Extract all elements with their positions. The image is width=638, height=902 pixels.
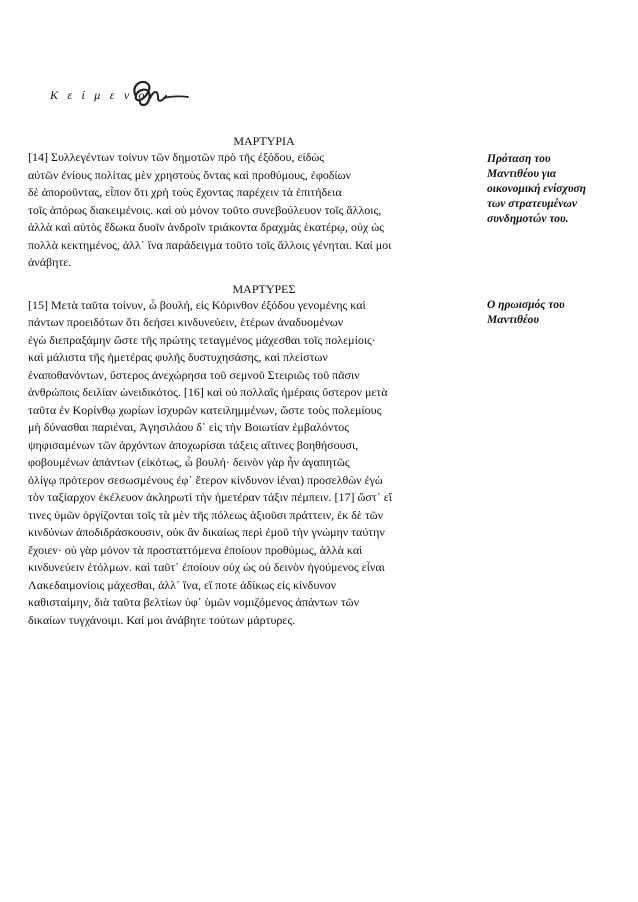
text-line: ἀλλὰ καὶ αὐτὸς ἔδωκα δυοῖν ἀνδροῖν τριάκοντα δραχμὰς ἑκατέρῳ, οὐχ ὡς — [28, 220, 384, 234]
text-line: κινδυνεύειν ἐτόλμων. καὶ ταῦτ᾽ ἐποίουν οὐχ ὡς οὐ δεινὸν ἡγούμενος εἶναι — [28, 560, 385, 574]
text-line: αὐτῶν ἐνίους πολίτας μὲν χρηστοὺς ὄντας καὶ προθύμους, ἐφοδίων — [28, 167, 351, 182]
text-line: κινδύνων ἀποδιδράσκουσιν, οὐκ ἂν δικαίως περὶ ἐμοῦ τὴν γνώμην ταύτην — [28, 525, 385, 539]
note-line: Μαντιθέου για — [487, 168, 557, 180]
margin-note-heroism — [487, 298, 617, 328]
text-line: πάντων προειδότων ὅτι δεήσει κινδυνεύειν, ἑτέρων ἀναδυομένων — [28, 315, 344, 329]
text-line: ἀνάβητε. — [28, 255, 72, 269]
note-line: συνδημοτών του. — [487, 213, 569, 225]
margin-note-proposal — [487, 152, 617, 227]
text-line: τινες ὑμῶν ὀργίζονται τοῖς τὰ μὲν τῆς πόλεως ἀξιοῦσι πράττειν, ἐκ δὲ τῶν — [28, 507, 384, 522]
text-line: [15] Μετὰ ταῦτα τοίνυν, ὦ βουλή, εἰς Κόρινθον ἐξόδου γενομένης καὶ — [28, 297, 366, 312]
text-line: [14] Συλλεγέντων τοίνυν τῶν δημοτῶν πρὸ τῆς ἐξόδου, εἰδὼς — [28, 150, 325, 164]
text-line: ἔχοιεν· οὐ γὰρ μόνον τὰ προσταττόμενα ἐποίουν προθύμως, ἀλλὰ καὶ — [28, 542, 363, 557]
text-line: τοῖς ἀπόρως διακειμένοις. καὶ οὐ μόνον τοῦτο συνεβούλευον τοῖς ἄλλοις, — [28, 202, 382, 217]
text-line: καθισταίμην, διὰ ταῦτα βελτίων ὑφ᾽ ὑμῶν νομιζόμενος ἁπάντων τῶν — [28, 595, 360, 609]
text-line: καὶ μάλιστα τῆς ἡμετέρας φυλῆς δυστυχησάσης, καὶ πλείστων — [28, 350, 328, 364]
note-line: οικονομική ενίσχυση — [487, 183, 586, 195]
text-line: δὲ ἀποροῦντας, εἶπον ὅτι χρὴ τοὺς ἔχοντας παρέχειν τὰ ἐπιτήδεια — [28, 185, 342, 199]
note-line: Μαντιθέου — [487, 314, 540, 326]
text-line: ἐναποθανόντων, ὕστερος ἀνεχώρησα τοῦ σεμνοῦ Στειριῶς τοῦ πᾶσιν — [28, 367, 360, 382]
text-line: ταῦτα ἐν Κορίνθῳ χωρίων ἰσχυρῶν κατειλημμένων, ὥστε τοὺς πολεμίους — [28, 402, 382, 417]
text-line: ἐγὼ διεπραξάμην ὥστε τῆς πρώτης τεταγμένος μάχεσθαι τοῖς πολεμίοις· — [28, 332, 376, 347]
text-line: ὀλίγῳ πρότερον σεσωσμένους ἐφ᾽ ἕτερον κίνδυνον ἰέναι) προσελθὼν ἐγὼ — [28, 472, 383, 487]
text-line: τὸν ταξίαρχον ἐκέλευον ἀκληρωτὶ τὴν ἡμετέραν τάξιν πέμπειν. [17] ὥστ᾽ εἴ — [28, 490, 392, 504]
text-line: δικαίων τυγχάνοιμι. Καί μοι ἀνάβητε τούτων μάρτυρες. — [28, 612, 296, 627]
text-line: μὴ δύνασθαι παριέναι, Ἀγησιλάου δ᾽ εἰς τὴν Βοιωτίαν ἐμβαλόντος — [28, 420, 350, 434]
signature-logo-icon — [128, 76, 190, 112]
text-line: ἀνθρώποις δειλίαν ὠνειδικότος. [16] καὶ οὐ πολλαῖς ἡμέραις ὕστερον μετὰ — [28, 385, 388, 399]
text-line: ψηφισαμένων τῶν ἀρχόντων ἀποχωρίσαι τάξεις αἵτινες βοηθήσουσι, — [28, 437, 359, 452]
text-line: Λακεδαιμονίοις μάχεσθαι, ἀλλ᾽ ἵνα, εἴ ποτε ἀδίκως εἰς κίνδυνον — [28, 577, 337, 592]
section-title-martyres: ΜΑΡΤΥΡΕΣ — [232, 281, 296, 296]
note-line: Πρόταση του — [487, 153, 551, 165]
note-line: των στρατευμένων — [487, 198, 577, 210]
main-text-column — [28, 134, 460, 629]
section-title-martyria: ΜΑΡΤΥΡΙΑ — [233, 134, 295, 148]
text-line: πολλὰ κεκτημένος, ἀλλ᾽ ἵνα παράδειγμα τοῦτο τοῖς ἄλλοις γένηται. Καί μοι — [28, 237, 392, 252]
paragraph-14 — [28, 149, 460, 272]
heading-word: Κ ε ί μ ε ν ο — [50, 88, 148, 102]
note-line: Ο ηρωισμός του — [487, 299, 565, 311]
paragraph-15-17 — [28, 297, 460, 630]
text-line: φοβουμένων ἁπάντων (εἰκότως, ὦ βουλή· δεινὸν γὰρ ἦν ἀγαπητῶς — [28, 455, 350, 469]
